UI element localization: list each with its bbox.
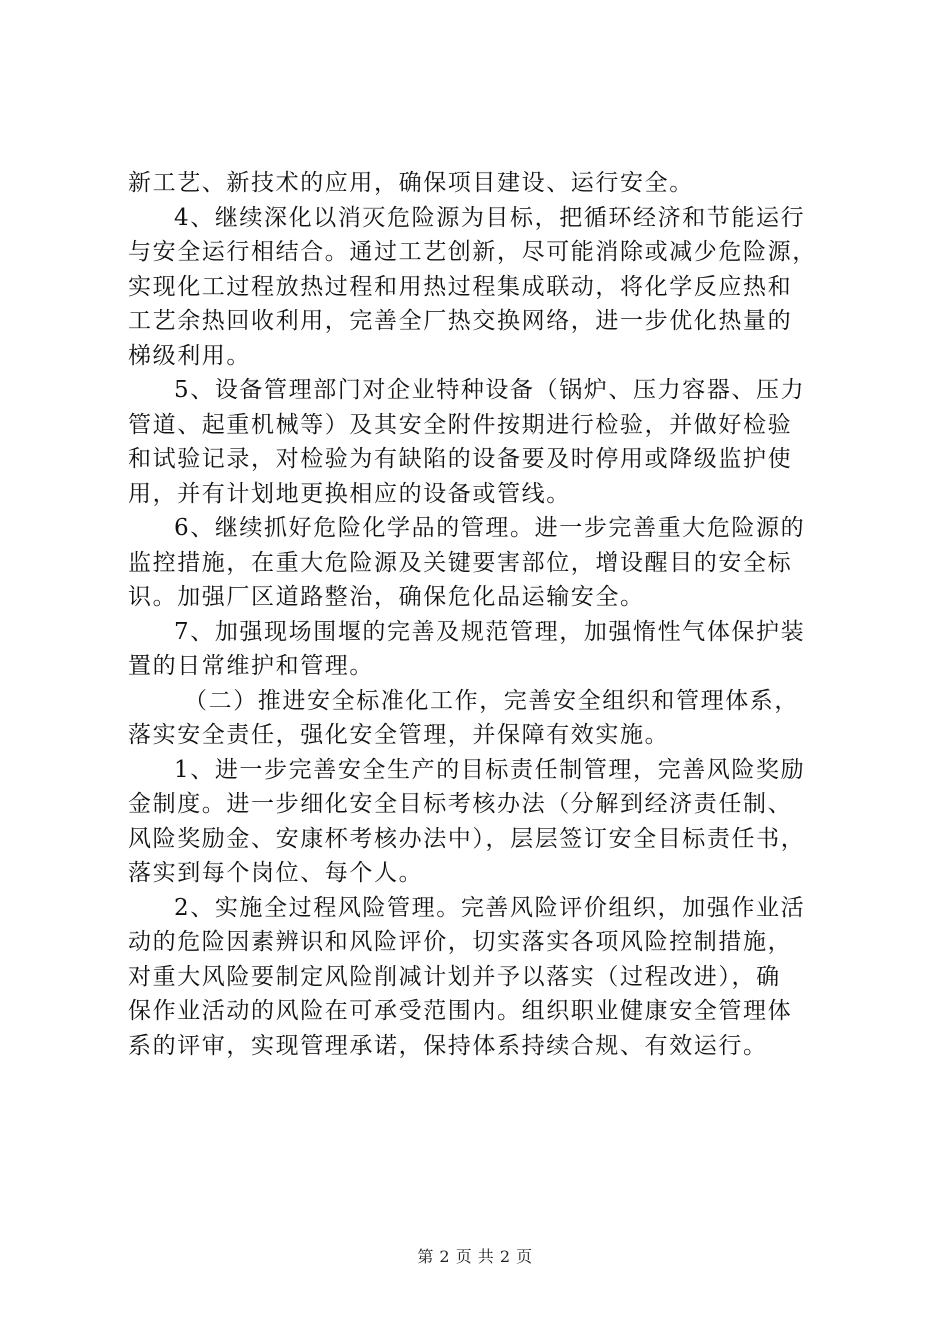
text-line: 置的日常维护和管理。 (128, 653, 374, 679)
text-line: 1、进一步完善安全生产的目标责任制管理，完善风险奖励 (174, 756, 806, 783)
text-line: 金制度。进一步细化安全目标考核办法（分解到经济责任制、 (128, 791, 793, 817)
text-line: 工艺余热回收利用，完善全厂热交换网络，进一步优化热量的 (128, 308, 793, 334)
page-number-footer: 第 2 页 共 2 页 (417, 1247, 533, 1266)
text-line: 与安全运行相结合。通过工艺创新，尽可能消除或减少危险源， (128, 239, 817, 265)
text-line: 落实到每个岗位、每个人。 (128, 860, 424, 886)
text-line: 保作业活动的风险在可承受范围内。组织职业健康安全管理体 (128, 998, 793, 1024)
document-body (128, 166, 838, 1063)
text-line: 新工艺、新技术的应用，确保项目建设、运行安全。 (128, 170, 694, 196)
text-line: 7、加强现场围堰的完善及规范管理，加强惰性气体保护装 (174, 618, 806, 645)
text-line: 6、继续抓好危险化学品的管理。进一步完善重大危险源的 (174, 515, 806, 541)
text-line: 实现化工过程放热过程和用热过程集成联动，将化学反应热和 (128, 273, 793, 300)
text-line: 5、设备管理部门对企业特种设备（锅炉、压力容器、压力 (174, 377, 806, 403)
text-line: 系的评审，实现管理承诺，保持体系持续合规、有效运行。 (128, 1032, 768, 1059)
text-line: 动的危险因素辨识和风险评价，切实落实各项风险控制措施， (128, 929, 793, 955)
section-heading-line: 落实安全责任，强化安全管理，并保障有效实施。 (128, 722, 670, 748)
text-line: 2、实施全过程风险管理。完善风险评价组织，加强作业活 (174, 894, 806, 921)
text-line: 梯级利用。 (128, 342, 251, 369)
text-line: 对重大风险要制定风险削减计划并予以落实（过程改进），确 (128, 963, 781, 990)
text-line: 风险奖励金、安康杯考核办法中），层层签订安全目标责任书， (128, 825, 806, 852)
section-heading-line: （二）推进安全标准化工作，完善安全组织和管理体系， (184, 687, 799, 714)
text-line: 监控措施，在重大危险源及关键要害部位，增设醒目的安全标 (128, 549, 793, 576)
text-line: 4、继续深化以消灭危险源为目标，把循环经济和节能运行 (174, 204, 806, 231)
text-line: 管道、起重机械等）及其安全附件按期进行检验，并做好检验 (128, 411, 793, 438)
text-line: 和试验记录，对检验为有缺陷的设备要及时停用或降级监护使 (128, 446, 793, 472)
text-line: 识。加强厂区道路整治，确保危化品运输安全。 (128, 584, 645, 610)
text-line: 用，并有计划地更换相应的设备或管线。 (128, 480, 571, 507)
